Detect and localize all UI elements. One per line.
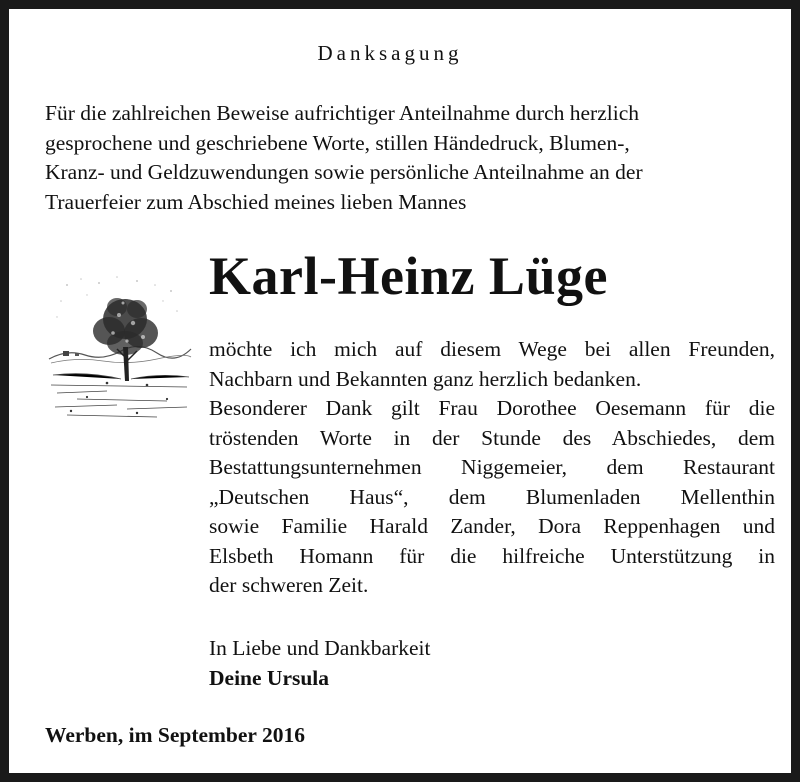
body-line: Elsbeth Homann für die hilfreiche Unterstützung in xyxy=(209,543,775,568)
thanks-paragraph xyxy=(209,335,775,601)
body-line: möchte ich mich auf diesem Wege bei allen Freunden, xyxy=(209,337,775,361)
intro-line: Kranz- und Geldzuwendungen sowie persönliche Anteilnahme an der xyxy=(45,160,643,184)
closing-block xyxy=(209,633,431,693)
tree-landscape-illustration xyxy=(47,271,193,421)
intro-line: Trauerfeier zum Abschied meines lieben Mannes xyxy=(45,189,467,214)
deceased-name: Karl-Heinz Lüge xyxy=(209,246,608,306)
closing-signature: Deine Ursula xyxy=(209,666,330,690)
intro-paragraph xyxy=(45,99,777,217)
body-line: sowie Familie Harald Zander, Dora Reppenhagen und xyxy=(209,514,775,538)
closing-greeting: In Liebe und Dankbarkeit xyxy=(209,636,431,660)
intro-line: Für die zahlreichen Beweise aufrichtiger Anteilnahme durch herzlich xyxy=(45,101,639,125)
intro-line: gesprochene und geschriebene Worte, stillen Händedruck, Blumen-, xyxy=(45,130,630,155)
notice-heading: Danksagung xyxy=(317,41,463,65)
body-line: der schweren Zeit. xyxy=(209,573,369,597)
body-line: Nachbarn und Bekannten ganz herzlich bedanken. xyxy=(209,366,642,391)
place-date: Werben, im September 2016 xyxy=(45,723,305,747)
body-line: tröstenden Worte in der Stunde des Abschiedes, dem xyxy=(209,425,775,450)
body-line: Bestattungsunternehmen Niggemeier, dem Restaurant xyxy=(209,455,775,479)
body-line: „Deutschen Haus“, dem Blumenladen Mellenthin xyxy=(209,484,775,509)
body-line: Besonderer Dank gilt Frau Dorothee Oesemann für die xyxy=(209,396,775,420)
